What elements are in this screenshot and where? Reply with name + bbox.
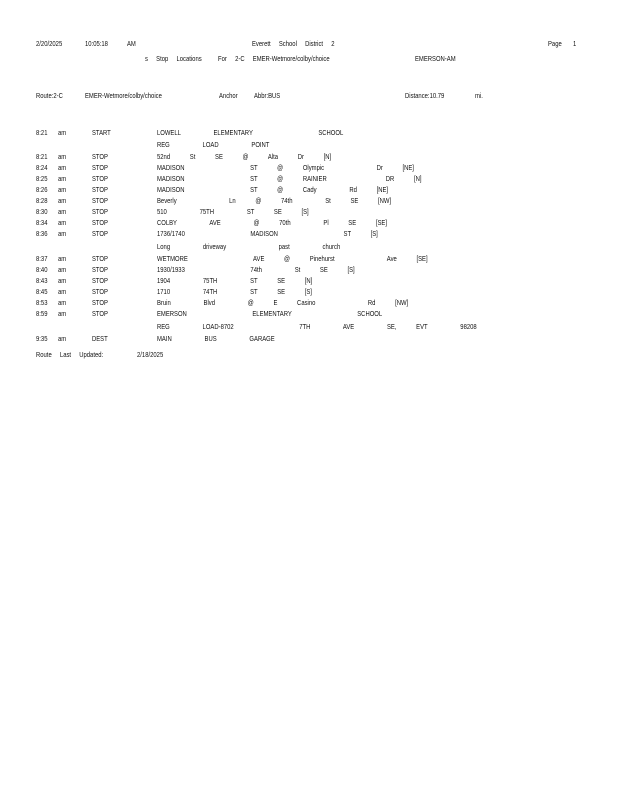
stop-row xyxy=(0,265,618,276)
stop-type: STOP xyxy=(92,287,108,296)
stop-location: Bruin Blvd @ E Casino Rd [NW] xyxy=(157,298,409,307)
stop-location: Long driveway past church xyxy=(157,242,341,251)
stop-row xyxy=(0,128,618,139)
stop-ampm: am xyxy=(58,174,67,183)
stop-ampm: am xyxy=(58,254,67,263)
abbr-label: Abbr:BUS xyxy=(254,91,281,100)
stop-ampm: am xyxy=(58,298,67,307)
stop-time: 8:45 xyxy=(36,287,48,296)
stop-type: STOP xyxy=(92,207,108,216)
stop-time: 8:43 xyxy=(36,276,48,285)
stop-location: 1930/1933 74th St SE [S] xyxy=(157,265,355,274)
stop-row xyxy=(0,309,618,320)
stop-location: LOWELL ELEMENTARY SCHOOL xyxy=(157,128,344,137)
stop-time: 9:35 xyxy=(36,334,48,343)
stop-ampm: am xyxy=(58,265,67,274)
stop-ampm: am xyxy=(58,309,67,318)
stop-location: COLBY AVE @ 70th Pl SE [SE] xyxy=(157,218,387,227)
stop-type: STOP xyxy=(92,265,108,274)
stop-ampm: am xyxy=(58,218,67,227)
stop-row xyxy=(0,140,618,151)
stop-row xyxy=(0,276,618,287)
stop-row xyxy=(0,185,618,196)
stop-ampm: am xyxy=(58,196,67,205)
stop-time: 8:25 xyxy=(36,174,48,183)
stop-type: STOP xyxy=(92,163,108,172)
stop-type: STOP xyxy=(92,254,108,263)
district-name: Everett School District 2 xyxy=(252,39,335,48)
page-label: Page xyxy=(548,39,562,48)
stop-location: REG LOAD POINT xyxy=(157,140,270,149)
stop-time: 8:34 xyxy=(36,218,48,227)
stop-type: DEST xyxy=(92,334,108,343)
route-name: EMER-Wetmore/colby/choice xyxy=(85,91,162,100)
report-date: 2/20/2025 xyxy=(36,39,63,48)
stop-type: START xyxy=(92,128,111,137)
stop-location: 1736/1740 MADISON ST [S] xyxy=(157,229,378,238)
stop-location: MAIN BUS GARAGE xyxy=(157,334,275,343)
stop-location: Beverly Ln @ 74th St SE [NW] xyxy=(157,196,392,205)
stop-row xyxy=(0,207,618,218)
stop-location: WETMORE AVE @ Pinehurst Ave [SE] xyxy=(157,254,428,263)
stop-type: STOP xyxy=(92,218,108,227)
stop-time: 8:37 xyxy=(36,254,48,263)
stop-type: STOP xyxy=(92,174,108,183)
report-subtitle: s Stop Locations For 2-C EMER-Wetmore/colby/choice xyxy=(145,54,330,63)
distance-unit: mi. xyxy=(475,91,483,100)
stop-row xyxy=(0,152,618,163)
stop-location: REG LOAD-8702 7TH AVE SE, EVT 98208 xyxy=(157,322,477,331)
stop-time: 8:28 xyxy=(36,196,48,205)
stop-ampm: am xyxy=(58,152,67,161)
stop-row xyxy=(0,218,618,229)
stop-row xyxy=(0,196,618,207)
stop-time: 8:26 xyxy=(36,185,48,194)
stop-row xyxy=(0,298,618,309)
stop-type: STOP xyxy=(92,229,108,238)
stop-row xyxy=(0,254,618,265)
stop-row xyxy=(0,334,618,345)
stop-location: 1904 75TH ST SE [N] xyxy=(157,276,313,285)
stop-time: 8:30 xyxy=(36,207,48,216)
stop-row xyxy=(0,242,618,253)
stop-row xyxy=(0,174,618,185)
stop-location: EMERSON ELEMENTARY SCHOOL xyxy=(157,309,383,318)
stop-type: STOP xyxy=(92,152,108,161)
report-ampm: AM xyxy=(127,39,136,48)
stop-ampm: am xyxy=(58,128,67,137)
stop-ampm: am xyxy=(58,163,67,172)
stop-type: STOP xyxy=(92,196,108,205)
stop-time: 8:21 xyxy=(36,128,48,137)
report-subtitle-right: EMERSON-AM xyxy=(415,54,456,63)
stop-type: STOP xyxy=(92,309,108,318)
route-id: Route:2-C xyxy=(36,91,63,100)
stop-time: 8:36 xyxy=(36,229,48,238)
stop-ampm: am xyxy=(58,287,67,296)
anchor-label: Anchor xyxy=(219,91,238,100)
stop-location: MADISON ST @ RAINIER DR [N] xyxy=(157,174,422,183)
stop-time: 8:59 xyxy=(36,309,48,318)
last-updated-label: Route Last Updated: xyxy=(36,350,104,359)
stop-time: 8:53 xyxy=(36,298,48,307)
stop-location: MADISON ST @ Cady Rd [NE] xyxy=(157,185,389,194)
stop-type: STOP xyxy=(92,298,108,307)
stop-time: 8:21 xyxy=(36,152,48,161)
report-time: 10:05:18 xyxy=(85,39,108,48)
stop-row xyxy=(0,229,618,240)
stop-location: 510 75TH ST SE [S] xyxy=(157,207,309,216)
stop-time: 8:40 xyxy=(36,265,48,274)
stop-location: 52nd St SE @ Alta Dr [N] xyxy=(157,152,332,161)
stop-type: STOP xyxy=(92,276,108,285)
route-distance: Distance:10.79 xyxy=(405,91,445,100)
stop-row xyxy=(0,287,618,298)
stop-location: MADISON ST @ Olympic Dr [NE] xyxy=(157,163,414,172)
stop-ampm: am xyxy=(58,185,67,194)
stop-ampm: am xyxy=(58,207,67,216)
page-number: 1 xyxy=(573,39,577,48)
stop-row xyxy=(0,322,618,333)
stop-row xyxy=(0,163,618,174)
stop-time: 8:24 xyxy=(36,163,48,172)
stop-ampm: am xyxy=(58,276,67,285)
stop-type: STOP xyxy=(92,185,108,194)
stop-ampm: am xyxy=(58,334,67,343)
stop-ampm: am xyxy=(58,229,67,238)
stop-location: 1710 74TH ST SE [S] xyxy=(157,287,312,296)
last-updated-date: 2/18/2025 xyxy=(137,350,164,359)
